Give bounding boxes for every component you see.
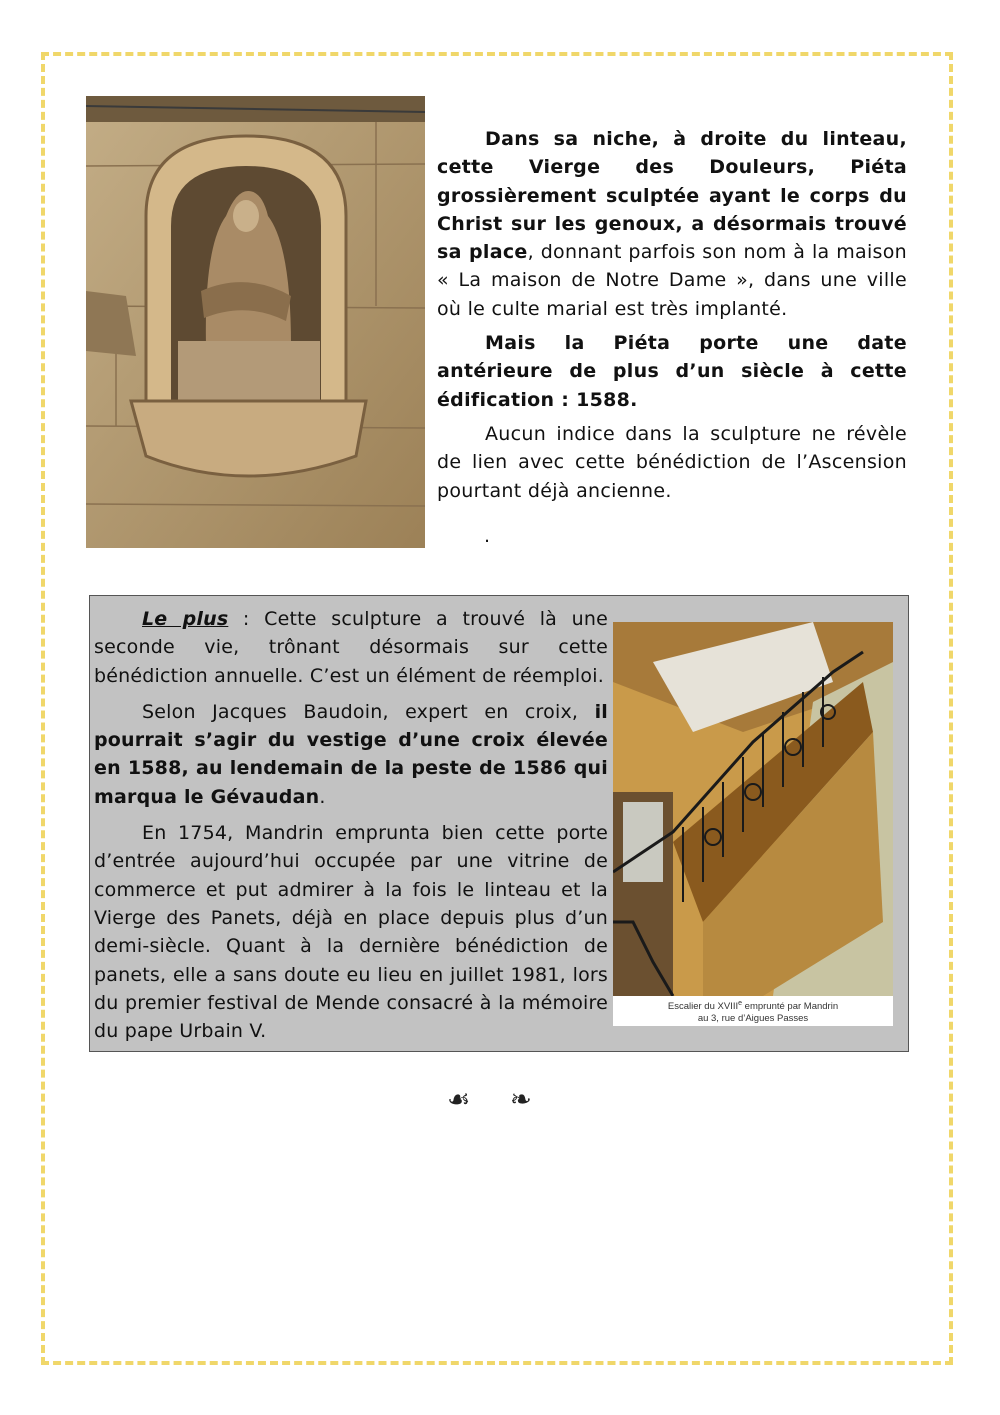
section1-text <box>437 125 907 511</box>
ornament-left-icon: ☙ <box>447 1085 471 1115</box>
section2-p2-end: . <box>319 785 326 808</box>
section2-paragraph-2 <box>94 698 608 811</box>
section1-dot: . <box>484 525 491 547</box>
section2-text <box>94 605 608 1053</box>
section1-paragraph-1 <box>437 125 907 323</box>
section1-p1-rest: , donnant parfois son nom à la maison « La maison de Notre Dame », dans une ville où le culte marial est très implanté. <box>437 241 907 320</box>
section1-p1-bold: Dans sa niche, à droite du linteau, cette Vierge des Douleurs, Piéta grossièrement sculptée ayant le corps du Christ sur les genoux, a désormais trouvé sa place <box>437 128 907 264</box>
caption-line-1: Escalier du XVIIIe emprunté par Mandrin <box>667 1000 839 1013</box>
section2-p2-start: Selon Jacques Baudoin, expert en croix, <box>142 700 595 723</box>
section1-p2-bold: Mais la Piéta porte une date antérieure de plus d’un siècle à cette édification : 1588. <box>437 332 907 411</box>
section1-paragraph-2 <box>437 329 907 414</box>
section2-p1-rest: : Cette sculpture a trouvé là une seconde vie, trônant désormais sur cette bénédiction annuelle. C’est un élément de réemploi. <box>94 608 608 687</box>
ornament-right-icon: ❧ <box>510 1085 532 1115</box>
section2-paragraph-1 <box>94 605 608 690</box>
section2-p2-bold: il pourrait s’agir du vestige d’une croix élevée en 1588, au lendemain de la peste de 1586 qui marqua le Gévaudan <box>94 700 608 808</box>
pieta-niche-photo <box>86 96 425 548</box>
section2-paragraph-3: En 1754, Mandrin emprunta bien cette porte d’entrée aujourd’hui occupée par une vitrine de commerce et put admirer à la fois le linteau et la Vierge des Panets, déjà en place depuis plus d’un demi-siècle. Quant à la dernière bénédiction de panets, elle a sans doute eu lieu en juillet 1981, lors du premier festival de Mende consacré à la mémoire du pape Urbain V. <box>94 822 608 1043</box>
caption-line-2: au 3, rue d’Aigues Passes <box>697 1013 809 1025</box>
section1-paragraph-3: Aucun indice dans la sculpture ne révèle de lien avec cette bénédiction de l’Ascension pourtant déjà ancienne. <box>437 422 907 502</box>
le-plus-label: Le plus <box>142 608 229 630</box>
staircase-photo <box>613 622 893 996</box>
staircase-caption <box>613 996 893 1026</box>
